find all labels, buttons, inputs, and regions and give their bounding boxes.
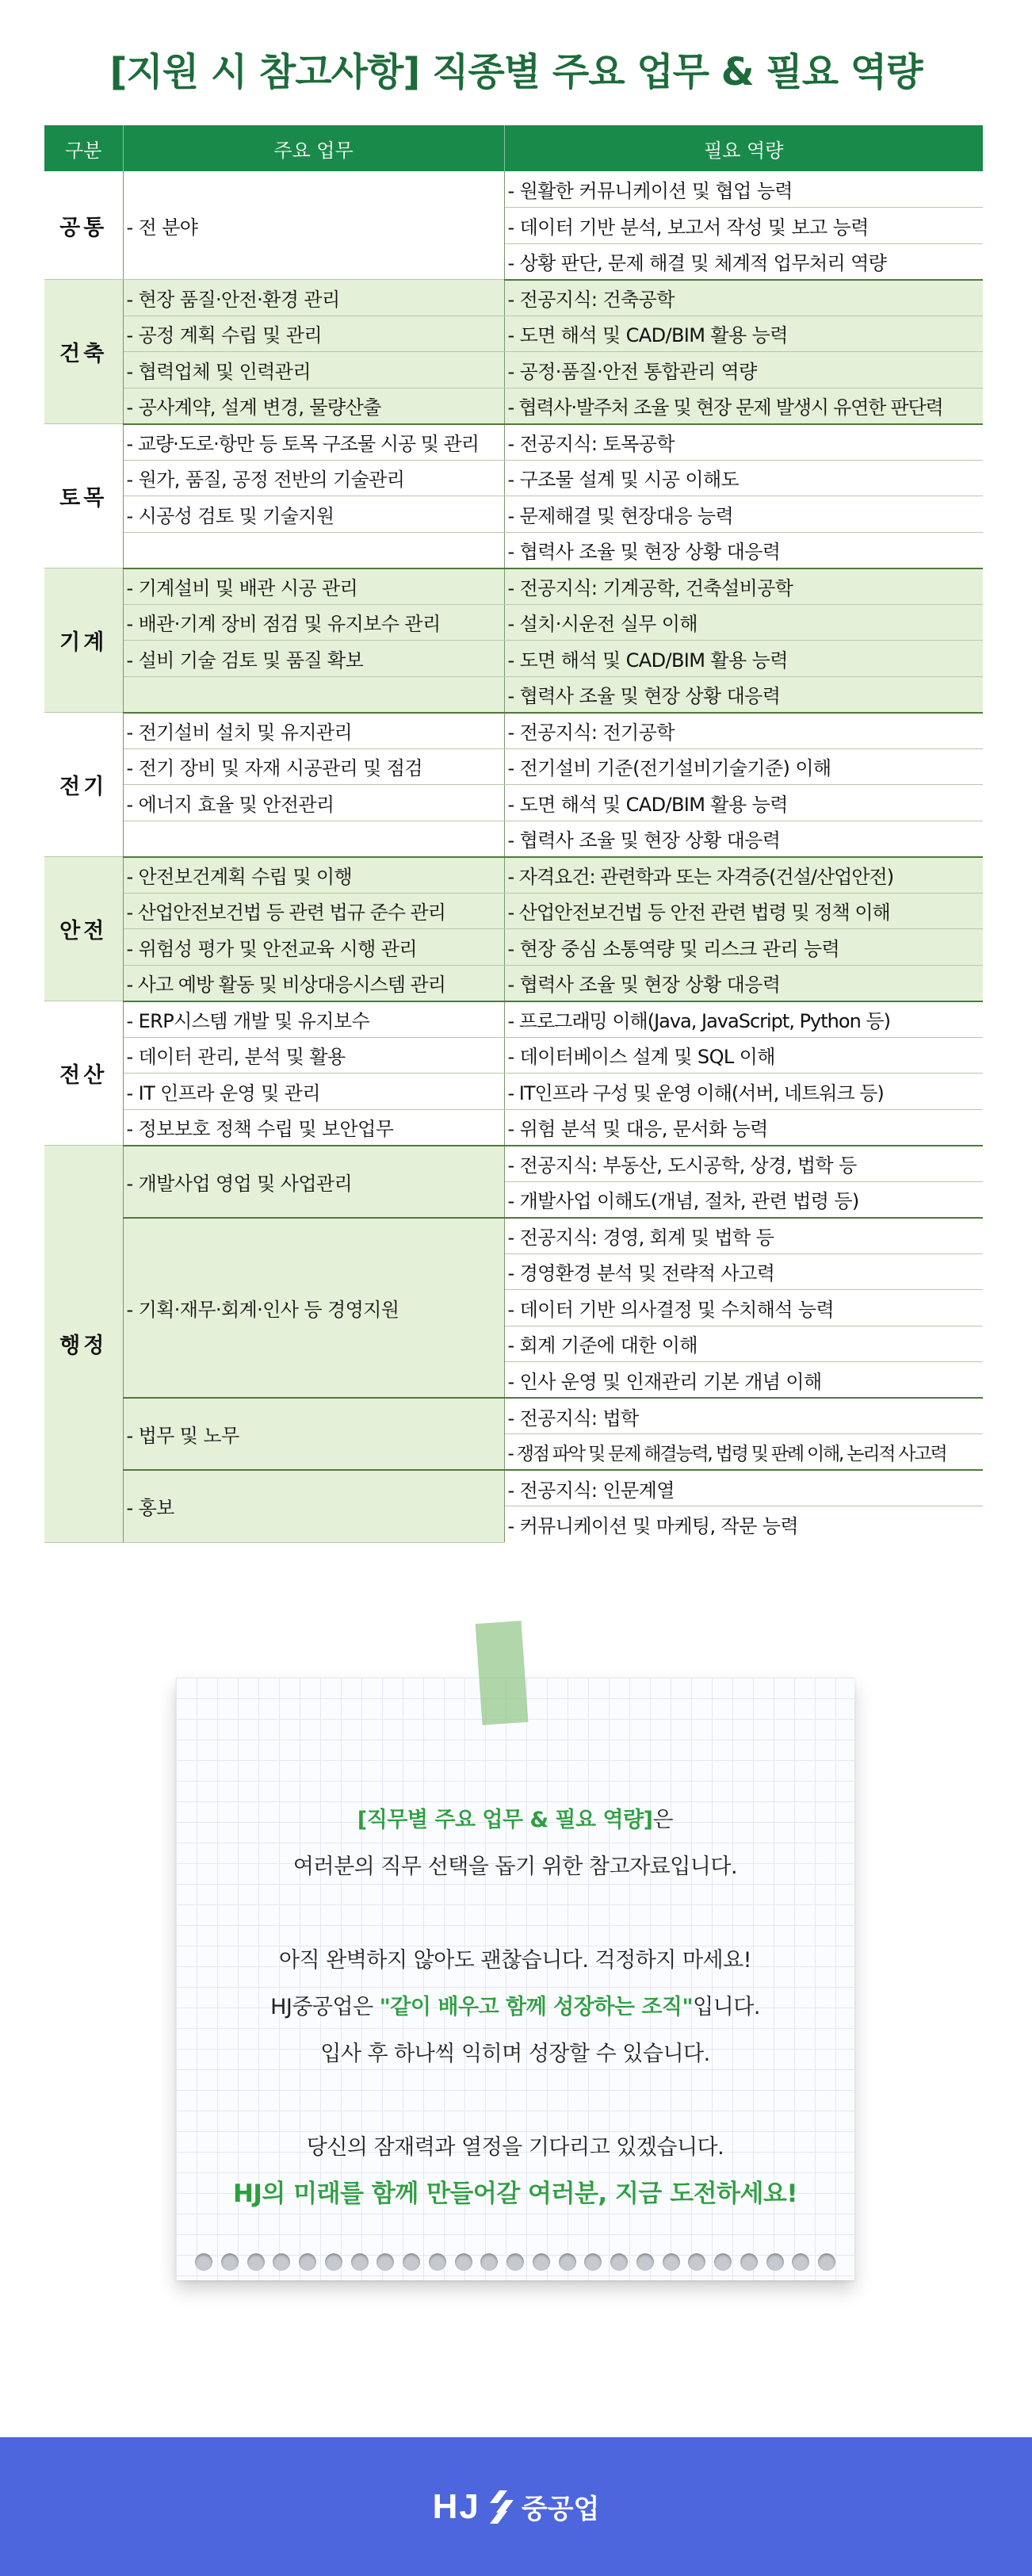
binder-hole-icon: [299, 2253, 316, 2271]
table-row: [44, 929, 983, 966]
task-cell: - 정보보호 정책 수립 및 보안업무: [123, 1109, 504, 1146]
group-it: [44, 1001, 983, 1146]
competency-cell: - 현장 중심 소통역량 및 리스크 관리 능력: [504, 929, 983, 966]
binder-hole-icon: [584, 2253, 602, 2271]
task-cell: - 설비 기술 검토 및 품질 확보: [123, 641, 504, 677]
category-cell: 공통: [44, 171, 123, 280]
category-cell: 행정: [44, 1146, 123, 1543]
binder-hole-icon: [688, 2253, 705, 2271]
group-electrical: [44, 713, 983, 857]
note-line: 여러분의 직무 선택을 돕기 위한 참고자료입니다.: [292, 1854, 738, 1879]
task-cell: - 기획·재무·회계·인사 등 경영지원: [123, 1218, 504, 1399]
note-card: [176, 1678, 854, 2280]
task-cell: - 홍보: [123, 1470, 504, 1542]
competency-cell: - 인사 운영 및 인재관리 기본 개념 이해: [504, 1362, 983, 1399]
task-cell: - 배관·기계 장비 점검 및 유지보수 관리: [123, 604, 504, 641]
task-cell: - 에너지 효율 및 안전관리: [123, 785, 504, 821]
competency-cell: - 전공지식: 전기공학: [504, 713, 983, 749]
competency-cell: - IT인프라 구성 및 운영 이해(서버, 네트워크 등): [504, 1074, 983, 1110]
category-cell: 건축: [44, 280, 123, 424]
table-row: [44, 1037, 983, 1074]
competency-cell: - 개발사업 이해도(개념, 절차, 관련 법령 등): [504, 1181, 983, 1218]
note-line: 아직 완벽하지 않아도 괜찮습니다. 걱정하지 마세요!: [278, 1948, 752, 1973]
group-common: [44, 171, 983, 280]
competency-cell: - 위험 분석 및 대응, 문서화 능력: [504, 1109, 983, 1146]
competency-cell: - 도면 해석 및 CAD/BIM 활용 능력: [504, 316, 983, 352]
binder-hole-icon: [403, 2253, 420, 2271]
binder-hole-icon: [325, 2253, 342, 2271]
binder-hole-icon: [663, 2253, 680, 2271]
task-cell: - 교량·도로·항만 등 토목 구조물 시공 및 관리: [123, 424, 504, 461]
competency-cell: - 전공지식: 건축공학: [504, 280, 983, 316]
table-row: [44, 171, 983, 208]
table-row: [44, 748, 983, 785]
binder-hole-icon: [429, 2253, 446, 2271]
binder-hole-icon: [247, 2253, 265, 2271]
note-call-to-action: HJ의 미래를 함께 만들어갈 여러분, 지금 도전하세요!: [232, 2180, 798, 2208]
task-cell: - 사고 예방 활동 및 비상대응시스템 관리: [123, 965, 504, 1001]
task-cell: - 공정 계획 수립 및 관리: [123, 316, 504, 352]
table-row: [44, 1001, 983, 1038]
binder-hole-icon: [351, 2253, 369, 2271]
tape-decoration: [476, 1621, 529, 1725]
competency-cell: - 도면 해석 및 CAD/BIM 활용 능력: [504, 641, 983, 677]
competency-cell: - 데이터 기반 의사결정 및 수치해석 능력: [504, 1290, 983, 1326]
task-cell: - 위험성 평가 및 안전교육 시행 관리: [123, 929, 504, 966]
binder-hole-icon: [636, 2253, 654, 2271]
category-cell: 전기: [44, 713, 123, 857]
table-row: [44, 532, 983, 568]
binder-hole-icon: [273, 2253, 290, 2271]
binder-hole-icon: [506, 2253, 524, 2271]
header-category: 구분: [44, 125, 123, 171]
task-cell: - 개발사업 영업 및 사업관리: [123, 1146, 504, 1218]
task-cell: - 전기설비 설치 및 유지관리: [123, 713, 504, 749]
table-header-row: [44, 125, 983, 171]
competency-cell: - 문제해결 및 현장대응 능력: [504, 496, 983, 533]
task-cell: - 협력업체 및 인력관리: [123, 352, 504, 389]
footer: [0, 2437, 1032, 2576]
task-cell: - 데이터 관리, 분석 및 활용: [123, 1037, 504, 1074]
competency-cell: - 자격요건: 관련학과 또는 자격증(건설/산업안전): [504, 857, 983, 894]
group-civil: [44, 424, 983, 568]
competency-cell: - 협력사 조율 및 현장 상황 대응력: [504, 532, 983, 568]
logo-company-name: 중공업: [521, 2494, 600, 2525]
note-spacer: [176, 2077, 854, 2124]
category-cell: 전산: [44, 1001, 123, 1146]
competency-cell: - 협력사 조율 및 현장 상황 대응력: [504, 965, 983, 1001]
binder-hole-icon: [792, 2253, 809, 2271]
table-row: [44, 460, 983, 496]
table-row: [44, 1146, 983, 1182]
competency-cell: - 회계 기준에 대한 이해: [504, 1326, 983, 1362]
competency-cell: - 전공지식: 경영, 회계 및 법학 등: [504, 1218, 983, 1254]
group-architecture: [44, 280, 983, 424]
competency-cell: - 전기설비 기준(전기설비기술기준) 이해: [504, 748, 983, 785]
note-spacer: [176, 1890, 854, 1937]
binder-hole-icon: [533, 2253, 550, 2271]
table-row: [44, 352, 983, 389]
binder-hole-icon: [610, 2253, 628, 2271]
task-cell: - 시공성 검토 및 기술지원: [123, 496, 504, 533]
task-cell: - 전 분야: [123, 171, 504, 280]
competency-cell: - 프로그래밍 이해(Java, JavaScript, Python 등): [504, 1001, 983, 1038]
table-row: [44, 965, 983, 1001]
competency-cell: - 전공지식: 기계공학, 건축설비공학: [504, 568, 983, 605]
table-row: [44, 641, 983, 677]
competency-cell: - 전공지식: 인문계열: [504, 1470, 983, 1506]
competency-cell: - 설치·시운전 실무 이해: [504, 604, 983, 641]
binder-hole-icon: [195, 2253, 212, 2271]
table-row: [44, 316, 983, 352]
competency-cell: - 공정·품질·안전 통합관리 역량: [504, 352, 983, 389]
category-cell: 기계: [44, 568, 123, 713]
table-row: [44, 893, 983, 929]
table-row: [44, 1398, 983, 1434]
note-highlight: [직무별 주요 업무 & 필요 역량]: [357, 1808, 653, 1832]
binder-hole-icon: [766, 2253, 784, 2271]
competency-cell: - 전공지식: 부동산, 도시공학, 상경, 법학 등: [504, 1146, 983, 1182]
competency-cell: - 협력사·발주처 조율 및 현장 문제 발생시 유연한 판단력: [504, 388, 983, 424]
logo-hj-text: HJ: [432, 2486, 480, 2526]
task-cell: - 기계설비 및 배관 시공 관리: [123, 568, 504, 605]
table-row: [44, 821, 983, 857]
task-cell: [123, 676, 504, 713]
competency-cell: - 산업안전보건법 등 안전 관련 법령 및 정책 이해: [504, 893, 983, 929]
table-row: [44, 1470, 983, 1506]
category-cell: 안전: [44, 857, 123, 1001]
competency-cell: - 커뮤니케이션 및 마케팅, 작문 능력: [504, 1506, 983, 1543]
binder-hole-icon: [740, 2253, 758, 2271]
note-text: 입니다.: [693, 1995, 760, 2019]
competency-cell: - 전공지식: 법학: [504, 1398, 983, 1434]
competency-cell: - 원활한 커뮤니케이션 및 협업 능력: [504, 171, 983, 208]
competency-cell: - 경영환경 분석 및 전략적 사고력: [504, 1254, 983, 1290]
table-row: [44, 388, 983, 424]
task-cell: - 전기 장비 및 자재 시공관리 및 점검: [123, 748, 504, 785]
category-cell: 토목: [44, 424, 123, 568]
competency-cell: - 데이터 기반 분석, 보고서 작성 및 보고 능력: [504, 208, 983, 244]
note-text: 은: [652, 1808, 674, 1832]
task-cell: - 산업안전보건법 등 관련 법규 준수 관리: [123, 893, 504, 929]
note-line: [176, 1797, 854, 1843]
competency-cell: - 상황 판단, 문제 해결 및 체계적 업무처리 역량: [504, 243, 983, 280]
competency-cell: - 협력사 조율 및 현장 상황 대응력: [504, 821, 983, 857]
competency-cell: - 구조물 설계 및 시공 이해도: [504, 460, 983, 496]
competency-cell: - 쟁점 파악 및 문제 해결능력, 법령 및 판례 이해, 논리적 사고력: [504, 1434, 983, 1471]
binder-hole-icon: [455, 2253, 472, 2271]
company-logo: [433, 2487, 600, 2527]
table-row: [44, 1109, 983, 1146]
task-cell: [123, 532, 504, 568]
task-cell: - ERP시스템 개발 및 유지보수: [123, 1001, 504, 1038]
binder-hole-icon: [818, 2253, 835, 2271]
header-tasks: 주요 업무: [123, 125, 504, 171]
task-cell: - 법무 및 노무: [123, 1398, 504, 1470]
group-admin: [44, 1146, 983, 1543]
table-row: [44, 280, 983, 316]
note-line: [176, 1984, 854, 2031]
task-cell: [123, 821, 504, 857]
task-cell: - 현장 품질·안전·환경 관리: [123, 280, 504, 316]
group-safety: [44, 857, 983, 1001]
note-line: 입사 후 하나씩 익히며 성장할 수 있습니다.: [320, 2042, 710, 2066]
task-cell: - 안전보건계획 수립 및 이행: [123, 857, 504, 894]
binder-hole-icon: [714, 2253, 732, 2271]
competency-cell: - 협력사 조율 및 현장 상황 대응력: [504, 676, 983, 713]
table-row: [44, 1218, 983, 1254]
binder-hole-icon: [376, 2253, 394, 2271]
table-row: [44, 676, 983, 713]
job-table: [44, 125, 983, 1543]
table-row: [44, 713, 983, 749]
note-message: [176, 1797, 854, 2218]
table-row: [44, 857, 983, 894]
competency-cell: - 데이터베이스 설계 및 SQL 이해: [504, 1037, 983, 1074]
task-cell: - IT 인프라 운영 및 관리: [123, 1074, 504, 1110]
binder-hole-icon: [221, 2253, 239, 2271]
task-cell: - 원가, 품질, 공정 전반의 기술관리: [123, 460, 504, 496]
binder-hole-icon: [559, 2253, 576, 2271]
competency-cell: - 전공지식: 토목공학: [504, 424, 983, 461]
competency-cell: - 도면 해석 및 CAD/BIM 활용 능력: [504, 785, 983, 821]
binder-hole-icon: [480, 2253, 498, 2271]
page-title: [지원 시 참고사항] 직종별 주요 업무 & 필요 역량: [109, 50, 923, 94]
note-line: 당신의 잠재력과 열정을 기다리고 있겠습니다.: [306, 2135, 724, 2160]
note-highlight: "같이 배우고 함께 성장하는 조직": [379, 1995, 694, 2019]
table-row: [44, 568, 983, 605]
note-text: HJ중공업은: [270, 1995, 380, 2019]
table-row: [44, 496, 983, 533]
table-row: [44, 604, 983, 641]
table-row: [44, 1074, 983, 1110]
header-competencies: 필요 역량: [504, 125, 983, 171]
task-cell: - 공사계약, 설계 변경, 물량산출: [123, 388, 504, 424]
table-row: [44, 785, 983, 821]
group-mechanical: [44, 568, 983, 713]
table-row: [44, 424, 983, 461]
binder-holes: [195, 2253, 835, 2272]
logo-mark-icon: [488, 2489, 515, 2525]
